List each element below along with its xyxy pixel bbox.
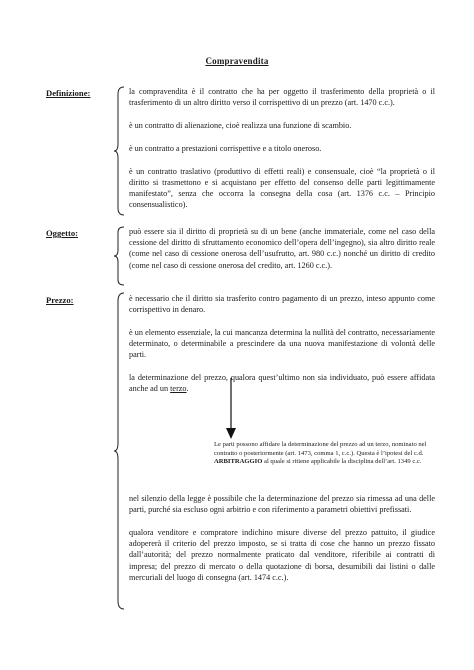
brace-definizione <box>113 86 125 216</box>
page-title: Compravendita <box>205 56 269 66</box>
arrow-down-icon <box>226 378 236 440</box>
brace-prezzo <box>113 292 125 610</box>
section-label-text: Oggetto <box>46 228 76 238</box>
paragraph: la compravendita è il contratto che ha per oggetto il trasferimento della proprietà o il trasferimento di un altro diritto verso il corrispettivo di un prezzo (art. 1470 c.c.). <box>129 87 435 108</box>
section-label-text: Definizione <box>46 88 88 98</box>
section-label-prezzo: Prezzo: <box>46 295 74 305</box>
paragraph: è un contratto di alienazione, cioè realizza una funzione di scambio. <box>129 121 352 130</box>
section-label-oggetto: Oggetto: <box>46 228 78 238</box>
section-body-oggetto <box>129 226 435 271</box>
section-body-prezzo-bottom <box>129 493 435 583</box>
paragraph: qualora venditore e compratore indichino misure diverse del prezzo pattuito, il giudice adopererà il criterio del prezzo imposto, se si tratta di cose che hanno un prezzo fissato dall’autorità; del prezzo normalmente praticato dal venditore, riferibile ai contratti di impresa; del prezzo di mercato o della quotazione di borsa, desumibili dai listini o dalle mercuriali del luogo di consegna (art. 1474 c.c.). <box>129 528 435 582</box>
paragraph: è un elemento essenziale, la cui mancanza determina la nullità del contratto, necessariamente determinato, o determinabile a prescindere da una nuova manifestazione di volontà delle parti. <box>129 328 435 360</box>
paragraph: è un contratto a prestazioni corrispettive e a titolo oneroso. <box>129 143 322 153</box>
paragraph: è un contratto traslativo (produttivo di effetti reali) e consensuale, cioè “la proprietà o il diritto si trasmettono e si acquistano per effetto del consenso delle parti legittimamente manifestato”, senza che occorra la consegna della cosa (art. 1376 c.c. – Principio consensualistico). <box>129 166 435 210</box>
section-body-prezzo-top <box>129 293 435 395</box>
brace-oggetto <box>113 226 125 286</box>
paragraph: è necessario che il diritto sia trasferito contro pagamento di un prezzo, inteso appunto come corrispettivo in denaro. <box>129 294 435 315</box>
paragraph: nel silenzio della legge è possibile che la determinazione del prezzo sia rimessa ad una delle parti, purché sia escluso ogni arbitrio e con riferimento a parametri obiettivi prefissati. <box>129 494 435 515</box>
section-body-definizione <box>129 86 435 210</box>
section-label-text: Prezzo <box>46 295 71 305</box>
paragraph: la determinazione del prezzo, qualora quest’ultimo non sia individuato, può essere affidata anche ad un terzo. <box>129 373 435 394</box>
paragraph: può essere sia il diritto di proprietà su di un bene (anche immateriale, come nel caso della cessione del diritto di sfruttamento economico dell’opera dell’ingegno), sia altro diritto reale (come nel caso di cessione onerosa dell’usufrutto, art. 980 c.c.) nonché un diritto di credito (come nel caso di cessione onerosa del credito, art. 1260 c.c.). <box>129 227 435 270</box>
section-label-definizione: Definizione: <box>46 88 91 98</box>
note-keyword: ARBITRAGGIO <box>214 458 263 466</box>
terzo-link: terzo <box>170 384 187 394</box>
side-note-arbitraggio: Le parti possono affidare la determinazione del prezzo ad un terzo, nominato nel contratto o posteriormente (art. 1473, comma 1, c.c.). Questa è l’ipotesi del c.d. ARBITRAGGIO al quale si ritiene applicabile la disciplina dell’art. 1349 c.c. <box>214 441 427 466</box>
